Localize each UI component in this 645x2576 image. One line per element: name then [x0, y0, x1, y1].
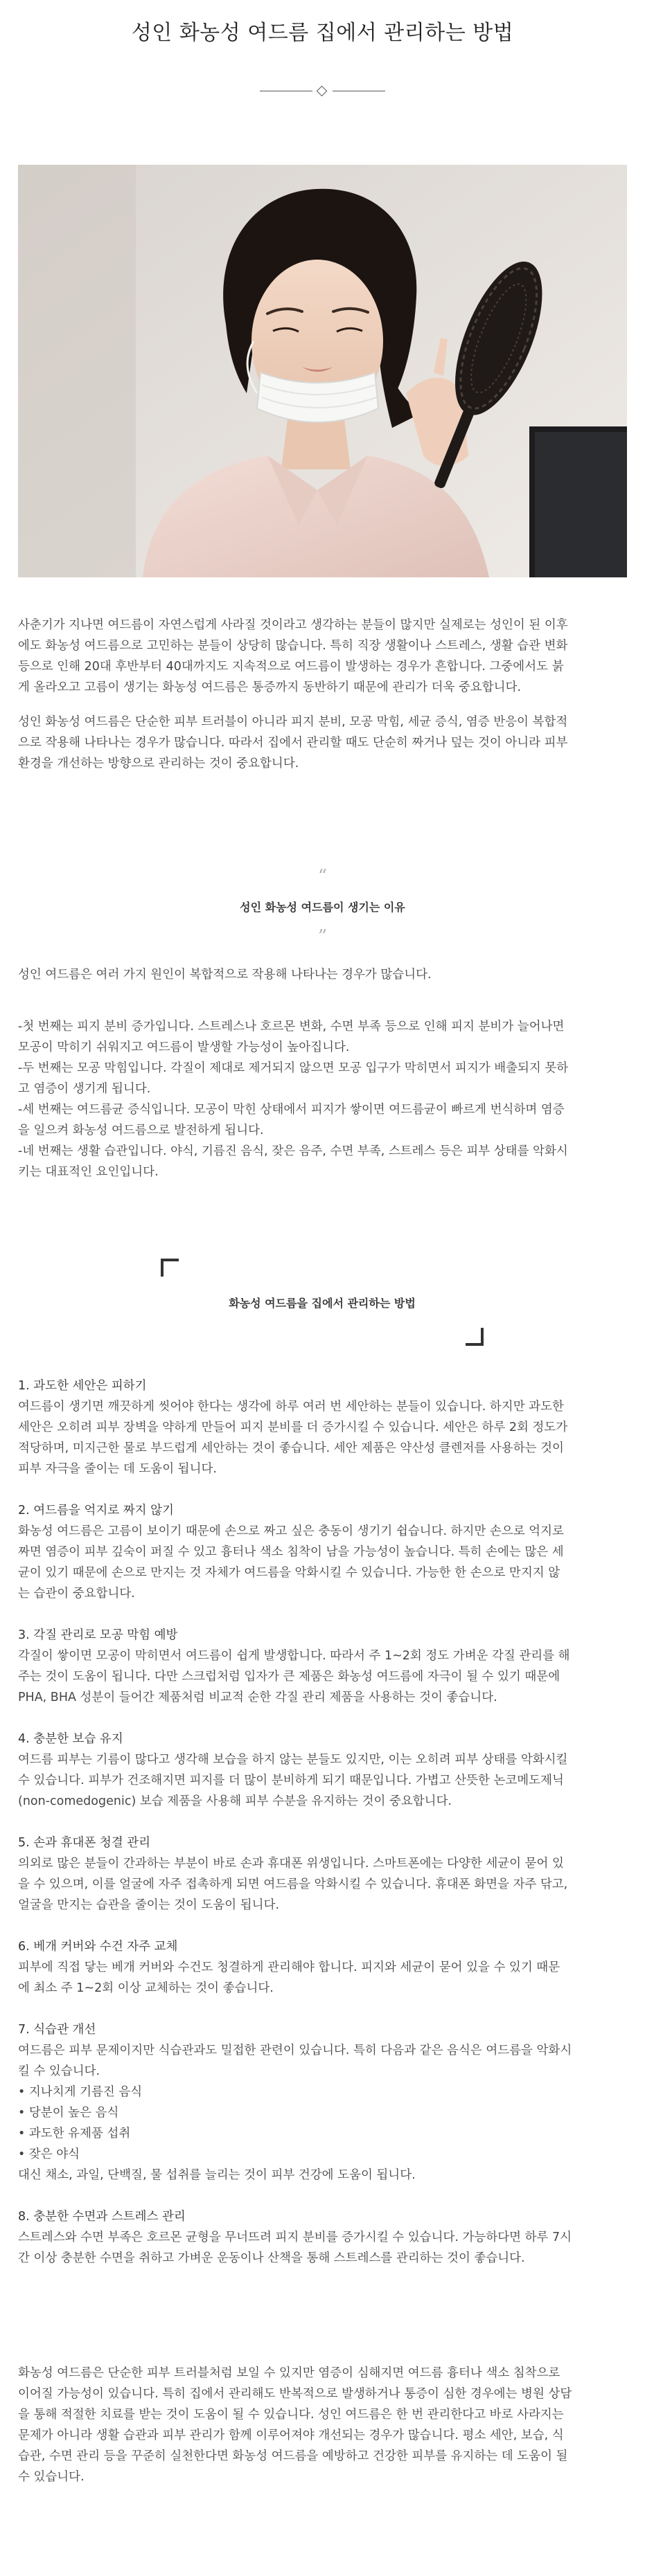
tip-line: 수 있습니다. 피부가 건조해지면 피지를 더 많이 분비하게 되기 때문입니다. 가볍고 산뜻한 논코메도제닉	[18, 1774, 564, 1787]
hero-photo	[18, 165, 627, 577]
tip-line: PHA, BHA 성분이 들어간 제품처럼 비교적 순한 각질 관리 제품을 사용하는 것이 좋습니다.	[18, 1691, 497, 1704]
tip-line: 피부 자극을 줄이는 데 도움이 됩니다.	[18, 1462, 217, 1476]
causes-list	[18, 1016, 627, 1182]
conclusion-line: 이어질 가능성이 있습니다. 특히 집에서 관리해도 반복적으로 발생하거나 통증이 심한 경우에는 병원 상담	[18, 2387, 572, 2401]
tip-item	[18, 1500, 627, 1604]
frame-corner-bottom-right	[466, 1328, 484, 1346]
tip-line: 짜면 염증이 피부 깊숙이 퍼질 수 있고 흉터나 색소 침착이 남을 가능성이 높습니다. 특히 손에는 많은 세	[18, 1545, 564, 1559]
tip-heading: 2. 여드름을 억지로 짜지 않기	[18, 1504, 174, 1517]
tip-item	[18, 1729, 627, 1812]
causes-intro	[18, 964, 627, 985]
tip-item	[18, 2019, 627, 2186]
tip-line: 을 수 있으며, 이를 얼굴에 자주 접촉하게 되면 여드름을 악화시킬 수 있습니다. 휴대폰 화면을 자주 닦고,	[18, 1877, 568, 1891]
intro-paragraph-1	[18, 615, 627, 698]
conclusion-line: 습관, 수면 관리 등을 꾸준히 실천한다면 화농성 여드름을 예방하고 건강한 피부를 유지하는 데 도움이 될	[18, 2449, 568, 2463]
open-quote-icon: “	[317, 866, 328, 887]
intro-line: 에도 화농성 여드름으로 고민하는 분들이 상당히 많습니다. 특히 직장 생활이나 스트레스, 생활 습관 변화	[18, 639, 568, 653]
conclusion-line: 을 통해 적절한 치료를 받는 것이 도움이 될 수 있습니다. 성인 여드름은 한 번 관리한다고 바로 사라지는	[18, 2408, 564, 2422]
tip-line: 에 최소 주 1~2회 이상 교체하는 것이 좋습니다.	[18, 1981, 274, 1995]
tip-item	[18, 1832, 627, 1916]
tip-line: 화농성 여드름은 고름이 보이기 때문에 손으로 짜고 싶은 충동이 생기기 쉽습니다. 하지만 손으로 억지로	[18, 1524, 564, 1538]
tip-heading: 1. 과도한 세안은 피하기	[18, 1379, 147, 1393]
cause-line: -네 번째는 생활 습관입니다. 야식, 기름진 음식, 잦은 음주, 수면 부족, 스트레스 등은 피부 상태를 악화시	[18, 1144, 568, 1158]
tip-heading: 7. 식습관 개선	[18, 2023, 96, 2037]
tip-line: 여드름 피부는 기름이 많다고 생각해 보습을 하지 않는 분들도 있지만, 이는 오히려 피부 상태를 악화시킬	[18, 1753, 568, 1767]
cause-line: 고 염증이 생기게 됩니다.	[18, 1082, 151, 1096]
frame-corner-top-left	[161, 1259, 179, 1277]
tip-heading: 5. 손과 휴대폰 청결 관리	[18, 1836, 151, 1850]
tip-heading: 4. 충분한 보습 유지	[18, 1732, 123, 1746]
list-item: • 과도한 유제품 섭취	[18, 2123, 627, 2144]
cause-line: 을 일으켜 화농성 여드름으로 발전하게 됩니다.	[18, 1124, 264, 1137]
tip-line: 피부에 직접 닿는 베개 커버와 수건도 청결하게 관리해야 합니다. 피지와 세균이 묻어 있을 수 있기 때문	[18, 1961, 560, 1974]
cause-line: -두 번째는 모공 막힘입니다. 각질이 제대로 제거되지 않으면 모공 입구가 막히면서 피지가 배출되지 못하	[18, 1061, 569, 1075]
method-heading-frame	[161, 1259, 484, 1346]
tip-heading: 8. 충분한 수면과 스트레스 관리	[18, 2210, 186, 2224]
list-item: • 당분이 높은 음식	[18, 2102, 627, 2123]
intro-paragraph-2	[18, 712, 627, 774]
tip-heading: 3. 각질 관리로 모공 막힘 예방	[18, 1628, 178, 1642]
close-quote-icon: ”	[317, 926, 328, 947]
intro-line: 성인 화농성 여드름은 단순한 피부 트러블이 아니라 피지 분비, 모공 막힘, 세균 증식, 염증 반응이 복합적	[18, 715, 568, 729]
tip-line: 킬 수 있습니다.	[18, 2064, 100, 2078]
intro-line: 등으로 인해 20대 후반부터 40대까지도 지속적으로 여드름이 발생하는 경우가 흔합니다. 그중에서도 붉	[18, 660, 564, 674]
tip-line: 여드름이 생기면 깨끗하게 씻어야 한다는 생각에 하루 여러 번 세안하는 분들이 있습니다. 하지만 과도한	[18, 1400, 564, 1414]
intro-line: 사춘기가 지나면 여드름이 자연스럽게 사라질 것이라고 생각하는 분들이 많지만 실제로는 성인이 된 이후	[18, 618, 568, 632]
tip-line: 대신 채소, 과일, 단백질, 물 섭취를 늘리는 것이 피부 건강에 도움이 됩니다.	[18, 2168, 416, 2182]
section-heading-method: 화농성 여드름을 집에서 관리하는 방법	[229, 1297, 416, 1310]
quote-heading-block	[0, 866, 645, 947]
cause-line: -세 번째는 여드름균 증식입니다. 모공이 막힌 상태에서 피지가 쌓이면 여드름균이 빠르게 번식하며 염증	[18, 1103, 565, 1117]
cause-line: 모공이 막히기 쉬워지고 여드름이 발생할 가능성이 높아집니다.	[18, 1041, 350, 1054]
list-item: • 잦은 야식	[18, 2144, 627, 2165]
tip-line: 세안은 오히려 피부 장벽을 약하게 만들어 피지 분비를 더 증가시킬 수 있습니다. 세안은 하루 2회 정도가	[18, 1421, 568, 1434]
tip-line: 간 이상 충분한 수면을 취하고 가벼운 운동이나 산책을 통해 스트레스를 관리하는 것이 좋습니다.	[18, 2251, 525, 2265]
tip-line: 적당하며, 미지근한 물로 부드럽게 세안하는 것이 좋습니다. 세안 제품은 약산성 클렌저를 사용하는 것이	[18, 1441, 564, 1455]
conclusion-line: 문제가 아니라 생활 습관과 피부 관리가 함께 이루어져야 개선되는 경우가 많습니다. 평소 세안, 보습, 식	[18, 2429, 564, 2442]
tip-line: 얼굴을 만지는 습관을 줄이는 것이 도움이 됩니다.	[18, 1898, 280, 1912]
tip-line: 의외로 많은 분들이 간과하는 부분이 바로 손과 휴대폰 위생입니다. 스마트폰에는 다양한 세균이 묻어 있	[18, 1857, 564, 1871]
conclusion-line: 화농성 여드름은 단순한 피부 트러블처럼 보일 수 있지만 염증이 심해지면 여드름 흉터나 색소 침착으로	[18, 2366, 560, 2380]
title-divider	[260, 86, 385, 97]
woman-with-mirror-illustration	[18, 165, 627, 577]
tip-line: (non-comedogenic) 보습 제품을 사용해 피부 수분을 유지하는 것이 중요합니다.	[18, 1794, 452, 1808]
tip-line: 여드름은 피부 문제이지만 식습관과도 밀접한 관련이 있습니다. 특히 다음과 같은 음식은 여드름을 악화시	[18, 2044, 572, 2057]
section-heading-causes: 성인 화농성 여드름이 생기는 이유	[240, 901, 405, 914]
intro-line: 환경을 개선하는 방향으로 관리하는 것이 중요합니다.	[18, 757, 299, 771]
cause-line: -첫 번째는 피지 분비 증가입니다. 스트레스나 호르몬 변화, 수면 부족 등으로 인해 피지 분비가 늘어나면	[18, 1020, 565, 1034]
tip-heading: 6. 베개 커버와 수건 자주 교체	[18, 1940, 178, 1954]
intro-line: 게 올라오고 고름이 생기는 화농성 여드름은 통증까지 동반하기 때문에 관리가 더욱 중요합니다.	[18, 681, 522, 694]
tip-item	[18, 1625, 627, 1708]
page-title: 성인 화농성 여드름 집에서 관리하는 방법	[131, 21, 514, 45]
list-item: • 지나치게 기름진 음식	[18, 2082, 627, 2102]
tip-item	[18, 1376, 627, 1479]
tip-line: 주는 것이 도움이 됩니다. 다만 스크럽처럼 입자가 큰 제품은 화농성 여드름에 자극이 될 수 있기 때문에	[18, 1670, 560, 1684]
tips-list	[18, 1376, 627, 2289]
tip-line: 균이 있기 때문에 손으로 만지는 것 자체가 여드름을 악화시킬 수 있습니다. 가능한 한 손으로 만지지 않	[18, 1566, 560, 1580]
food-list	[18, 2082, 627, 2165]
tip-line: 스트레스와 수면 부족은 호르몬 균형을 무너뜨려 피지 분비를 증가시킬 수 있습니다. 가능하다면 하루 7시	[18, 2231, 572, 2244]
tip-line: 각질이 쌓이면 모공이 막히면서 여드름이 쉽게 발생합니다. 따라서 주 1~2회 정도 가벼운 각질 관리를 해	[18, 1649, 570, 1663]
tip-item	[18, 2206, 627, 2269]
causes-intro-text: 성인 여드름은 여러 가지 원인이 복합적으로 작용해 나타나는 경우가 많습니다.	[18, 968, 432, 982]
cause-line: 키는 대표적인 요인입니다.	[18, 1165, 159, 1179]
conclusion-line: 수 있습니다.	[18, 2470, 85, 2484]
tip-item	[18, 1936, 627, 1999]
tip-line: 는 습관이 중요합니다.	[18, 1587, 135, 1601]
conclusion-paragraph	[18, 2363, 627, 2487]
divider-diamond-icon	[317, 86, 328, 97]
intro-line: 으로 작용해 나타나는 경우가 많습니다. 따라서 집에서 관리할 때도 단순히 짜거나 덮는 것이 아니라 피부	[18, 736, 568, 750]
